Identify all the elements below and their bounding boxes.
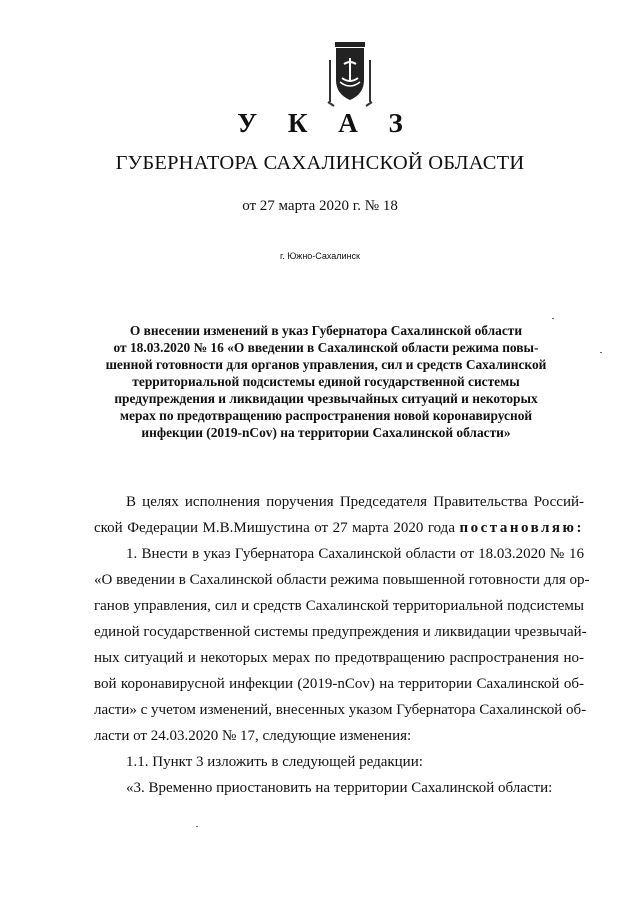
body-line: ласти» с учетом изменений, внесенных указом Губернатора Сахалинской об- <box>94 702 587 718</box>
document-date-number: от 27 марта 2020 г. № 18 <box>242 198 398 214</box>
scan-speck <box>552 318 554 319</box>
decree-keyword: постановляю: <box>459 520 584 536</box>
body-line: единой государственной системы предупреждения и ликвидации чрезвычай- <box>94 624 587 640</box>
body-line: 1. Внести в указ Губернатора Сахалинской области от 18.03.2020 № 16 <box>126 546 584 562</box>
heading-line: О внесении изменений в указ Губернатора Сахалинской области <box>129 323 523 338</box>
body-line: 1.1. Пункт 3 изложить в следующей редакции: <box>126 754 423 770</box>
heading-line: от 18.03.2020 № 16 «О введении в Сахалинской области режима повы- <box>113 340 539 355</box>
heading-line: мерах по предотвращению распространения новой коронавирусной <box>119 408 533 423</box>
heading-line: шенной готовности для органов управления, сил и средств Сахалинской <box>105 357 547 372</box>
body-line: ных ситуаций и некоторых мерах по предотвращению распространения но- <box>94 650 584 666</box>
document-title: У К А З <box>237 108 415 138</box>
body-line: вой коронавирусной инфекции (2019-nCov) на территории Сахалинской об- <box>94 676 584 692</box>
body-text: ской Федерации М.В.Мишустина от 27 марта 2020 года <box>94 520 455 536</box>
document-heading <box>78 322 574 441</box>
scan-speck <box>196 826 198 827</box>
body-line: «3. Временно приостановить на территории Сахалинской области: <box>126 780 553 796</box>
heading-line: инфекции (2019-nCov) на территории Сахалинской области» <box>141 425 511 440</box>
heading-line: территориальной подсистемы единой государственной системы <box>132 374 520 389</box>
heading-line: предупреждения и ликвидации чрезвычайных ситуаций и некоторых <box>114 391 538 406</box>
body-line: ласти от 24.03.2020 № 17, следующие изменения: <box>94 728 412 744</box>
document-body <box>94 489 590 801</box>
body-line: В целях исполнения поручения Председателя Правительства Россий- <box>126 494 584 510</box>
sakhalin-coat-of-arms-icon <box>326 40 374 108</box>
scan-speck <box>600 352 602 353</box>
body-line: ганов управления, сил и средств Сахалинской территориальной подсистемы <box>94 598 584 614</box>
document-city: г. Южно-Сахалинск <box>280 251 360 261</box>
document-subtitle: ГУБЕРНАТОРА САХАЛИНСКОЙ ОБЛАСТИ <box>115 152 525 174</box>
body-line <box>94 515 584 541</box>
body-line: «О введении в Сахалинской области режима повышенной готовности для ор- <box>94 572 590 588</box>
